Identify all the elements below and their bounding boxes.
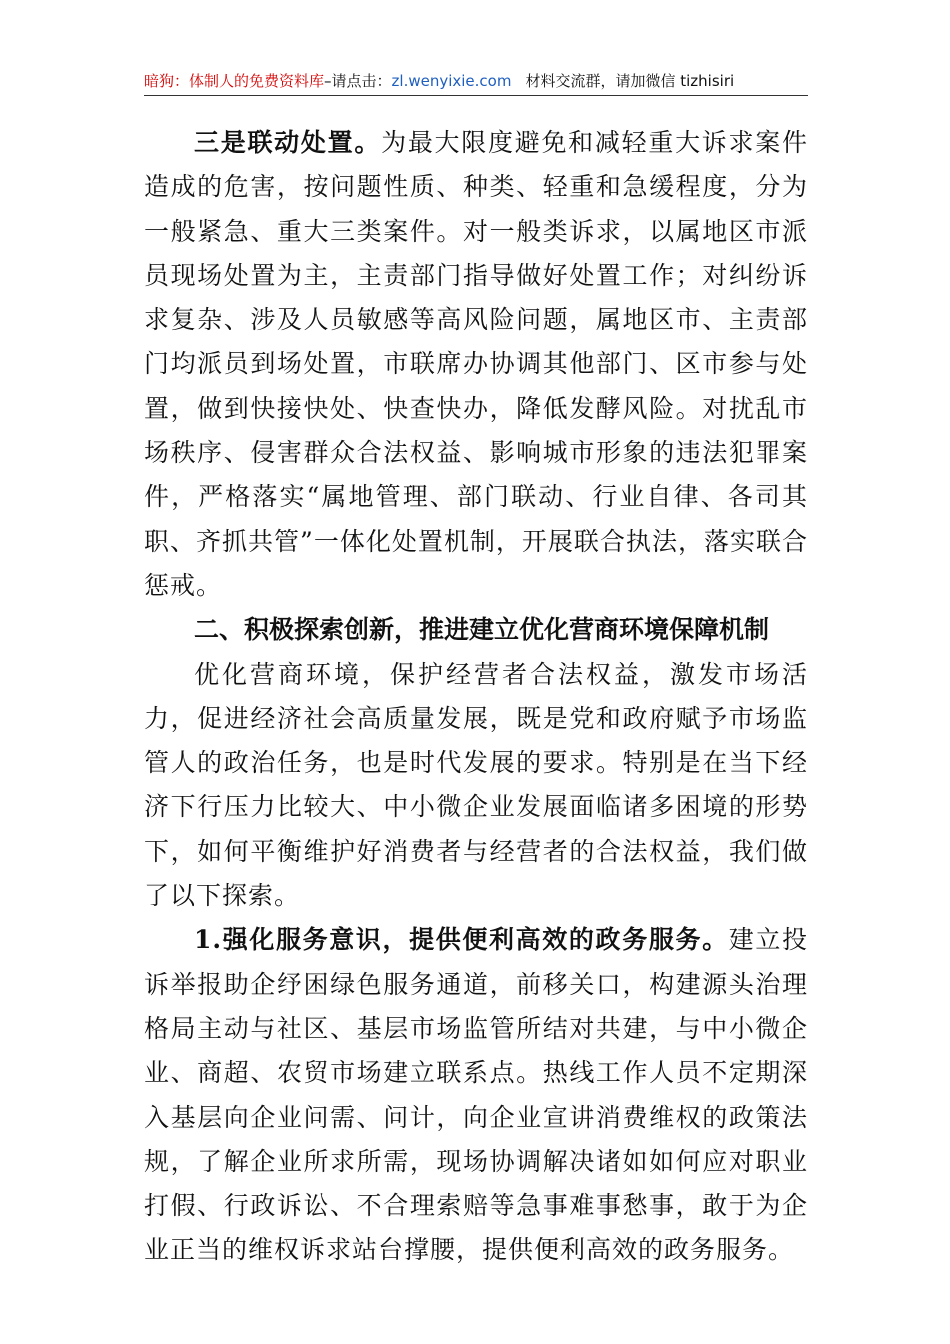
document-body: [144, 121, 808, 1273]
header-link[interactable]: zl.wenyixie.com: [391, 72, 512, 90]
paragraph-text: 为最大限度避免和减轻重大诉求案件造成的危害，按问题性质、种类、轻重和急缓程度，分为一般紧急、重大三类案件。对一般类诉求，以属地区市派员现场处置为主，主责部门指导做好处置工作；对纠纷诉求复杂、涉及人员敏感等高风险问题，属地区市、主责部门均派员到场处置，市联席办协调其他部门、区市参与处置，做到快接快处、快查快办，降低发酵风险。对扰乱市场秩序、侵害群众合法权益、影响城市形象的违法犯罪案件，严格落实“属地管理、部门联动、行业自律、各司其职、齐抓共管”一体化处置机制，开展联合执法，落实联合惩戒。: [144, 128, 808, 600]
paragraph-service-awareness: [144, 918, 808, 1272]
section-heading-text: 二、积极探索创新，推进建立优化营商环境保障机制: [194, 615, 770, 645]
paragraph-text: 建立投诉举报助企纾困绿色服务通道，前移关口，构建源头治理格局主动与社区、基层市场监管所结对共建，与中小微企业、商超、农贸市场建立联系点。热线工作人员不定期深入基层向企业问需、问计，向企业宣讲消费维权的政策法规，了解企业所求所需，现场协调解决诸如如何应对职业打假、行政诉讼、不合理索赔等急事难事愁事，敢于为企业正当的维权诉求站台撑腰，提供便利高效的政务服务。: [144, 925, 808, 1265]
page-header: [144, 68, 808, 94]
paragraph-text: 优化营商环境，保护经营者合法权益，激发市场活力，促进经济社会高质量发展，既是党和政府赋予市场监管人的政治任务，也是时代发展的要求。特别是在当下经济下行压力比较大、中小微企业发展面临诸多困境的形势下，如何平衡维护好消费者与经营者的合法权益，我们做了以下探索。: [144, 659, 808, 911]
section-heading-2: [144, 608, 808, 652]
paragraph-business-environment: [144, 653, 808, 919]
paragraph-linked-handling: [144, 121, 808, 608]
header-brand: 暗狗：体制人的免费资料库: [144, 72, 325, 90]
paragraph-lead: 三是联动处置。: [194, 128, 382, 157]
header-divider: [144, 95, 808, 96]
paragraph-lead: 1.强化服务意识，提供便利高效的政务服务。: [194, 925, 729, 955]
header-click-prompt: –请点击：: [324, 72, 392, 90]
header-wechat-note: 材料交流群，请加微信 tizhisiri: [525, 72, 735, 90]
